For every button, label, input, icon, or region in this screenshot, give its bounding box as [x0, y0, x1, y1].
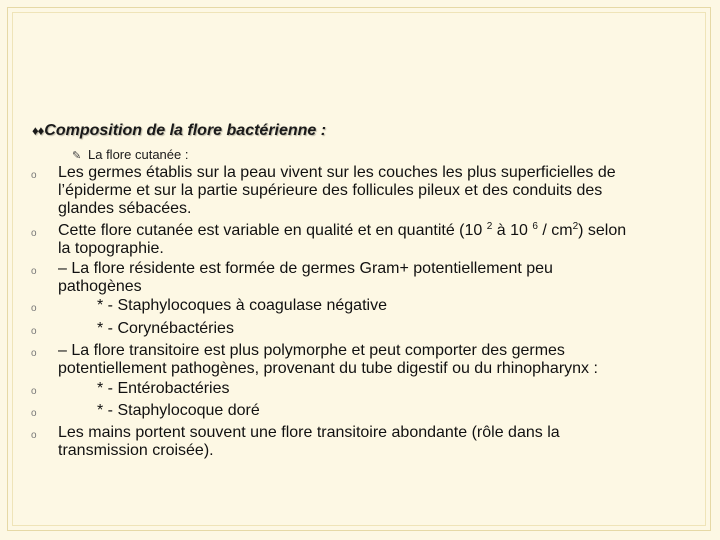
text-run: ) selon	[578, 222, 627, 239]
list-item-line: pathogènes	[58, 278, 142, 295]
superscript: 6	[532, 221, 538, 232]
bullet-marker: o	[31, 303, 37, 314]
text-run: Cette flore cutanée est variable en qualité et en quantité (10	[58, 222, 487, 239]
diamond-bullet-icon: ♦♦	[32, 123, 44, 138]
bullet-marker: o	[31, 228, 37, 239]
bullet-marker: o	[31, 348, 37, 359]
list-item-line: * - Staphylocoques à coagulase négative	[97, 297, 387, 314]
list-item-line: l’épiderme et sur la partie supérieure des follicules pileux et des conduits des	[58, 182, 603, 199]
pen-icon: ✎	[72, 150, 82, 162]
superscript: 2	[486, 221, 493, 232]
list-item-line: – La flore transitoire est plus polymorphe et peut comporter des germes	[58, 342, 565, 359]
list-item-line: * - Entérobactéries	[97, 380, 230, 397]
bullet-marker: o	[31, 326, 37, 337]
bullet-marker: o	[31, 266, 37, 277]
list-item-line: transmission croisée).	[58, 442, 214, 459]
bullet-marker: o	[31, 430, 37, 441]
text-run: à 10	[492, 222, 533, 239]
list-item-line: – La flore résidente est formée de germes Gram+ potentiellement peu	[58, 260, 553, 277]
list-item-line: * - Staphylocoque doré	[97, 402, 260, 419]
list-item-line: potentiellement pathogènes, provenant du tube digestif ou du rhinopharynx :	[58, 360, 598, 377]
list-item-line: * - Corynébactéries	[97, 320, 234, 337]
bullet-marker: o	[31, 408, 37, 419]
slide-title-text: Composition de la flore bactérienne :	[44, 122, 327, 139]
list-item-line	[58, 222, 718, 240]
subtitle-text: La flore cutanée :	[88, 147, 189, 162]
list-item-line: Les germes établis sur la peau vivent sur les couches les plus superficielles de	[58, 164, 616, 181]
list-item-line: la topographie.	[58, 240, 164, 257]
list-item-line: glandes sébacées.	[58, 200, 192, 217]
text-run: / cm	[537, 222, 573, 239]
list-item-line: Les mains portent souvent une flore transitoire abondante (rôle dans la	[58, 424, 560, 441]
bullet-marker: o	[31, 386, 37, 397]
superscript: 2	[572, 221, 579, 232]
bullet-marker: o	[31, 170, 37, 181]
